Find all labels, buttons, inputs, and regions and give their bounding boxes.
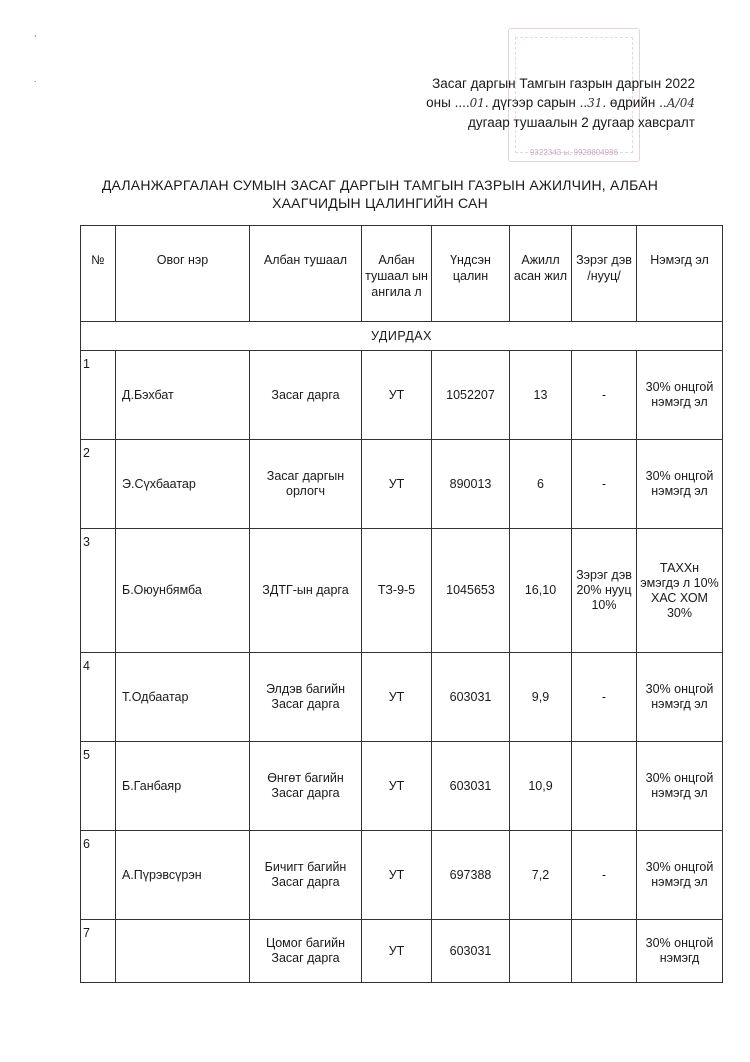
cell-rank: -	[572, 440, 637, 529]
table-row	[81, 529, 723, 653]
cell-rank: -	[572, 653, 637, 742]
cell-number: 3	[81, 529, 116, 653]
cell-position: ЗДТГ-ын дарга	[250, 529, 362, 653]
cell-salary: 603031	[432, 920, 510, 983]
table-row	[81, 742, 723, 831]
column-header: Ажилл асан жил	[510, 226, 572, 322]
decree-text: оны ....	[426, 95, 470, 110]
handwritten-number: А/04	[666, 96, 695, 110]
cell-position: Элдэв багийн Засаг дарга	[250, 653, 362, 742]
decree-line-3: дугаар тушаалын 2 дугаар хавсралт	[468, 115, 695, 130]
cell-years: 6	[510, 440, 572, 529]
cell-rank: -	[572, 351, 637, 440]
cell-rank	[572, 920, 637, 983]
cell-position: Бичигт багийн Засаг дарга	[250, 831, 362, 920]
section-row	[81, 322, 723, 351]
cell-name: Т.Одбаатар	[116, 653, 250, 742]
title-line-2: ХААГЧИДЫН ЦАЛИНГИЙН САН	[272, 195, 488, 211]
column-header: Албан тушаал ын ангила л	[362, 226, 432, 322]
cell-name	[116, 920, 250, 983]
cell-salary: 603031	[432, 653, 510, 742]
cell-category: УТ	[362, 742, 432, 831]
cell-years: 10,9	[510, 742, 572, 831]
column-header: №	[81, 226, 116, 322]
table-header-row	[81, 226, 723, 322]
cell-number: 4	[81, 653, 116, 742]
cell-number: 5	[81, 742, 116, 831]
table-row	[81, 831, 723, 920]
cell-extra: 30% онцгой нэмэгд	[637, 920, 723, 983]
cell-category: УТ	[362, 920, 432, 983]
salary-table	[80, 225, 723, 983]
stamp-text: 9322343 ы. 9928804986	[529, 148, 619, 157]
column-header: Үндсэн цалин	[432, 226, 510, 322]
cell-number: 2	[81, 440, 116, 529]
cell-category: УТ	[362, 440, 432, 529]
decree-text: . дүгээр сарын ..	[484, 95, 588, 110]
title-line-1: ДАЛАНЖАРГАЛАН СУМЫН ЗАСАГ ДАРГЫН ТАМГЫН ГАЗРЫН АЖИЛЧИН, АЛБАН	[101, 177, 659, 193]
cell-extra: 30% онцгой нэмэгд эл	[637, 440, 723, 529]
handwritten-day: 31	[587, 96, 603, 110]
cell-salary: 1052207	[432, 351, 510, 440]
cell-rank: Зэрэг дэв 20% нууц 10%	[572, 529, 637, 653]
table-row	[81, 920, 723, 983]
cell-salary: 1045653	[432, 529, 510, 653]
cell-years	[510, 920, 572, 983]
handwritten-month: 01	[469, 96, 485, 110]
table-row	[81, 653, 723, 742]
cell-number: 7	[81, 920, 116, 983]
cell-extra: 30% онцгой нэмэгд эл	[637, 831, 723, 920]
cell-number: 6	[81, 831, 116, 920]
scan-mark: .	[34, 74, 37, 84]
cell-years: 9,9	[510, 653, 572, 742]
cell-extra: 30% онцгой нэмэгд эл	[637, 351, 723, 440]
cell-number: 1	[81, 351, 116, 440]
cell-name: Б.Ганбаяр	[116, 742, 250, 831]
cell-salary: 603031	[432, 742, 510, 831]
section-label: УДИРДАХ	[81, 322, 723, 351]
cell-salary: 697388	[432, 831, 510, 920]
cell-salary: 890013	[432, 440, 510, 529]
cell-years: 13	[510, 351, 572, 440]
scan-mark: ,	[34, 28, 37, 38]
cell-years: 16,10	[510, 529, 572, 653]
cell-category: УТ	[362, 653, 432, 742]
column-header: Овог нэр	[116, 226, 250, 322]
scan-marks	[34, 28, 37, 120]
decree-reference	[426, 74, 695, 132]
cell-extra: 30% онцгой нэмэгд эл	[637, 653, 723, 742]
cell-category: УТ	[362, 831, 432, 920]
cell-extra: ТАХХн эмэгдэ л 10% ХАС ХОМ 30%	[637, 529, 723, 653]
column-header: Зэрэг дэв /нууц/	[572, 226, 637, 322]
decree-line-2	[426, 93, 695, 113]
cell-name: Э.Сүхбаатар	[116, 440, 250, 529]
column-header: Албан тушаал	[250, 226, 362, 322]
cell-position: Өнгөт багийн Засаг дарга	[250, 742, 362, 831]
cell-name: А.Пүрэвсүрэн	[116, 831, 250, 920]
cell-extra: 30% онцгой нэмэгд эл	[637, 742, 723, 831]
cell-rank	[572, 742, 637, 831]
cell-years: 7,2	[510, 831, 572, 920]
decree-line-1: Засаг даргын Тамгын газрын даргын 2022	[432, 76, 695, 91]
cell-position: Цомог багийн Засаг дарга	[250, 920, 362, 983]
decree-text: . өдрийн ..	[602, 95, 667, 110]
cell-name: Б.Оюунбямба	[116, 529, 250, 653]
column-header: Нэмэгд эл	[637, 226, 723, 322]
cell-category: ТЗ-9-5	[362, 529, 432, 653]
cell-category: УТ	[362, 351, 432, 440]
cell-position: Засаг дарга	[250, 351, 362, 440]
cell-name: Д.Бэхбат	[116, 351, 250, 440]
cell-position: Засаг даргын орлогч	[250, 440, 362, 529]
cell-rank: -	[572, 831, 637, 920]
table-row	[81, 351, 723, 440]
document-title	[60, 176, 700, 212]
table-row	[81, 440, 723, 529]
